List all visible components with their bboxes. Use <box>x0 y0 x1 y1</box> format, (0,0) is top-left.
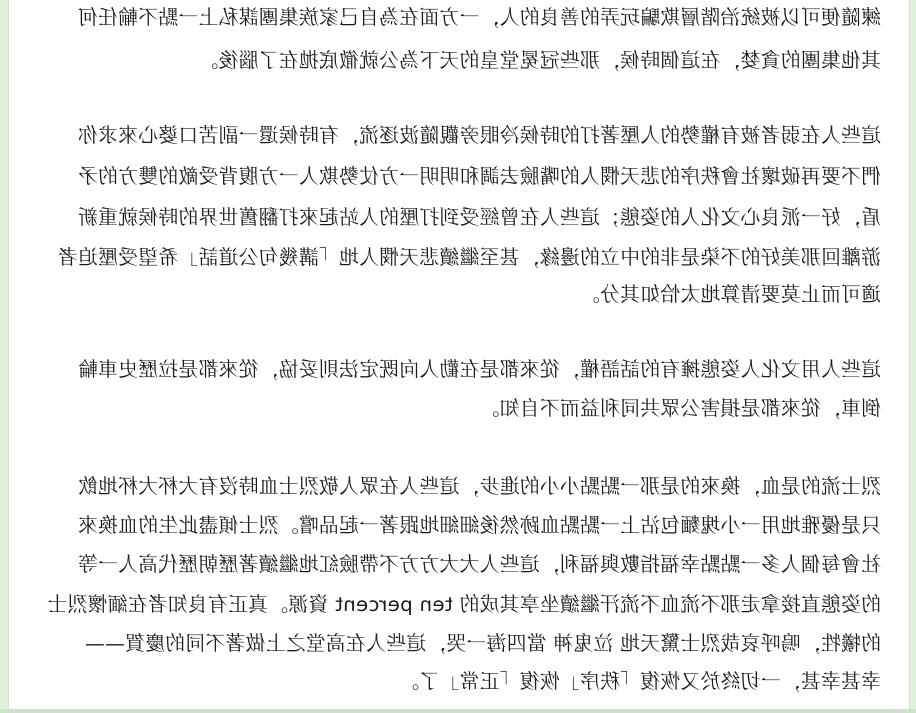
text-line: 其他集團的貪婪，在這個時候，那些冠冕堂皇的天下為公就徹底拋在了腦後。 <box>198 49 881 72</box>
page-bottom-border <box>0 709 916 713</box>
text-line: 只是優雅地用一小塊麵包沾上一點點血跡然後細細地跟著一起品嚐。烈士傾盡此生的血換來 <box>77 514 881 537</box>
text-line: 這些人在弱者被有權勢的人壓著打的時候冷眼旁觀隨波逐流，有時候還一副苦口婆心來求你 <box>77 124 881 147</box>
text-line: 幸甚幸甚，一切終於又恢復「秩序」恢復「正常」了。 <box>399 670 881 693</box>
text-line: 的犧牲，嗚呼哀哉烈士驚天地 泣鬼神 當四海一哭，這些人在高堂之上做著不同的慶賀—— <box>84 632 881 655</box>
text-line: 游離回那美好的不染是非的中立的邊緣，甚至繼續悲天憫人地「講幾句公道話」希望受壓迫者 <box>57 246 881 269</box>
text-line: 社會每個人多一點點幸福指數與福利，這些人大大方方不帶臉紅地繼續著歷朝歷代高人一等 <box>77 553 881 576</box>
text-line: 的姿態直接拿走那不流血不流汗繼續坐享其成的 ten percent 資源。真正有良知者在緬懷烈士 <box>47 593 881 616</box>
document-page <box>8 0 910 709</box>
mirrored-text-block <box>9 0 909 709</box>
text-line: 們不要再破壞社會秩序的悲天憫人的嘴臉去調和明明一方仗勢欺人一方腹背受敵的雙方的矛 <box>77 165 881 188</box>
text-line: 適可而止莫要清算地太恰如其分。 <box>579 283 881 306</box>
text-line: 烈士流的是血，換來的是那一點點小小的進步，這些人在眾人敬烈士血時沒有大杯大杯地飲 <box>77 475 881 498</box>
text-line: 盾，好一派良心文化人的姿態；這些人在曾經受到打壓的人站起來打翻舊世界的時候就重新 <box>77 206 881 229</box>
text-line: 這些人用文化人姿態擁有的話語權，從來都是在勸人向既定法則妥協，從來都是拉歷史車輪 <box>77 358 881 381</box>
text-line: 練隨便可以被統治階層欺騙玩弄的善良的人，一方面在為自己家族集團謀私上一點不輸任何 <box>77 6 881 29</box>
text-line: 倒車，從來都是損害公眾共同利益而不自知。 <box>479 397 881 420</box>
